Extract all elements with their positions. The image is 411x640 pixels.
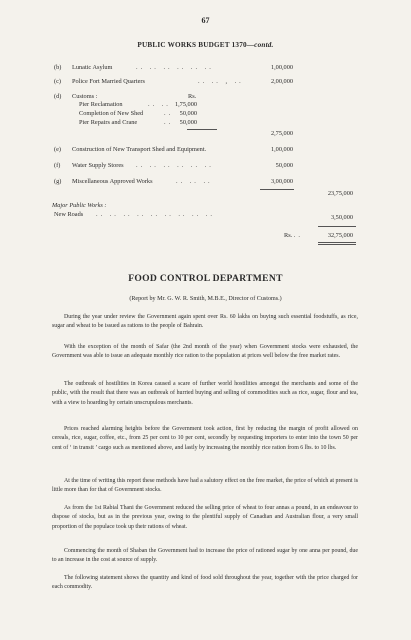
paragraph-4: Prices reached alarming heights before the Government took action, first by reducing the margin of profit allowed on cereals, rice, sugar, coffee, etc., from 25 per cent to 10 per cent, secondly by requesting importers to enter into the town 50 per cent of ‘ in transit ’ cargo such as mentioned above, and lastly by increasing the monthly rice ration from 6 lbs. to 10 lbs. [52, 426, 358, 451]
customs-item-3-amount: 50,000 [179, 119, 197, 126]
budget-heading [0, 41, 411, 49]
page-number: 67 [201, 16, 210, 25]
customs-item-2-text: Completion of New Shed [79, 110, 144, 117]
customs-rule [187, 129, 217, 130]
leader-dots: .. .. .. .. .. .. [136, 162, 214, 169]
leader-dots: .. .. .. .. .. .. .. .. .. [96, 211, 215, 218]
new-roads-amount: 3,50,000 [330, 214, 353, 221]
subtotal-amount: 23,75,000 [327, 190, 353, 197]
report-byline: (Report by Mr. G. W. R. Smith, M.B.E., Director of Customs.) [129, 296, 282, 302]
food-control-title: FOOD CONTROL DEPARTMENT [128, 273, 283, 284]
customs-item-1-amount: 1,75,000 [174, 101, 197, 108]
budget-item-g-text: Miscellaneous Approved Works [72, 178, 153, 185]
budget-item-g-label: (g) [54, 178, 62, 185]
subtotal-rule [260, 189, 294, 190]
paragraph-7: Commencing the month of Shaban the Government had to increase the price of rationed sugar by one anna per pound, due to an increase in the cost at source of supply. [52, 548, 358, 564]
grand-total-currency: Rs. [284, 232, 293, 239]
paragraph-5: At the time of writing this report these methods have had a salutory effect on the free market, the price of which at present is little more than for that of Government stocks. [52, 478, 358, 494]
budget-heading-text: PUBLIC WORKS BUDGET 1370 [137, 41, 247, 49]
leader-dots: .. .. [148, 101, 171, 108]
leader-dots: .. [164, 119, 174, 126]
budget-item-g-amount: 3,00,000 [270, 178, 293, 185]
customs-item-2-amount: 50,000 [179, 110, 197, 117]
budget-item-c-label: (c) [54, 78, 61, 85]
budget-item-f-amount: 50,000 [275, 162, 293, 169]
budget-item-e-amount: 1,00,000 [270, 146, 293, 153]
major-works-heading: Major Public Works : [52, 202, 107, 209]
leader-dots: .. .. .. [176, 178, 213, 185]
budget-item-c-text: Police Fort Married Quarters [72, 78, 145, 85]
paragraph-3: The outbreak of hostilities in Korea caused a scare of further world hostilities amongst the merchants and some of the public, with the result that there was an outbreak of hurried buying and selling of commodities such as rice, sugar, flour and tea, with a view to hoarding by certain unscrupulous merchants. [52, 381, 358, 406]
budget-item-c-amount: 2,00,000 [270, 78, 293, 85]
budget-item-e-text: Construction of New Transport Shed and Equipment. [72, 146, 207, 153]
customs-total: 2,75,000 [270, 130, 293, 137]
grand-total-rule-bottom [318, 242, 356, 243]
budget-item-b-text: Lunatic Asylum [72, 64, 113, 71]
budget-item-f-label: (f) [54, 162, 61, 169]
grand-total-amount: 32,75,000 [327, 232, 353, 239]
budget-item-f-text: Water Supply Stores [72, 162, 124, 169]
new-roads-text: New Roads [54, 211, 84, 218]
grand-total-label: Rs. .. [284, 232, 303, 239]
budget-item-b-amount: 1,00,000 [270, 64, 293, 71]
customs-currency: Rs. [188, 93, 197, 100]
leader-dots: .. .. .. .. .. .. [136, 64, 214, 71]
customs-item-3-text: Pier Repairs and Crane [79, 119, 138, 126]
customs-item-1-text: Pier Reclamation [79, 101, 123, 108]
budget-item-e-label: (e) [54, 146, 61, 153]
budget-item-d-label: (d) [54, 93, 62, 100]
paragraph-6: As from the 1st Rabial Thani the Government reduced the selling price of wheat to four annas a pound, in an endeavour to dispose of stocks, but as in the previous year, owing to the plentiful supply of Canadian and Australian flour, a very small proportion of the populace took up their rations of wheat. [52, 505, 358, 530]
budget-item-b-label: (b) [54, 64, 62, 71]
budget-heading-suffix: —contd. [246, 41, 274, 49]
paragraph-8: The following statement shows the quantity and kind of food sold throughout the year, together with the price charged for each commodity. [52, 575, 358, 591]
paragraph-1: During the year under review the Government again spent over Rs. 60 lakhs on buying such essential foodstuffs, as rice, sugar and wheat to be issued as rations to the people of Bahrain. [52, 314, 358, 330]
grand-total-rule-double [318, 244, 356, 245]
grand-total-rule-top [318, 226, 356, 227]
paragraph-2: With the exception of the month of Safar (the 2nd month of the year) when Government stocks were exhausted, the Government was able to issue an adequate monthly rice ration to the population at prices well below the free market rates. [52, 344, 358, 360]
budget-item-d-text: Customs : [72, 93, 98, 100]
leader-dots: .. .. , .. [198, 78, 244, 85]
leader-dots: .. [164, 110, 174, 117]
